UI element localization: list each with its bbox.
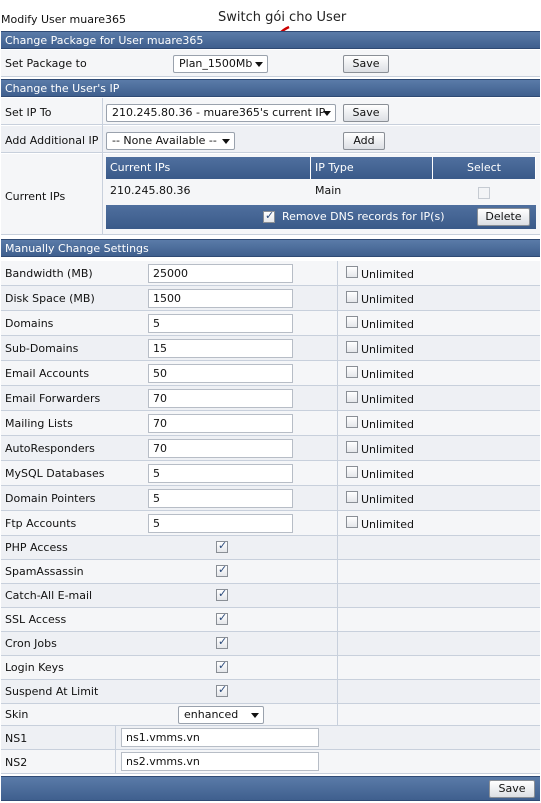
suspend-at-limit-label: Suspend At Limit	[5, 685, 99, 698]
ftp-accounts-unlimited-label: Unlimited	[361, 518, 414, 531]
ns2-row	[1, 750, 540, 774]
email-forwarders-label: Email Forwarders	[5, 392, 101, 405]
email-accounts-label: Email Accounts	[5, 367, 90, 380]
ssl-access-row	[1, 608, 540, 632]
skin-select[interactable]	[178, 706, 264, 724]
ssl-access-label: SSL Access	[5, 613, 67, 626]
ip-table-footer	[106, 205, 536, 229]
domains-label: Domains	[5, 317, 54, 330]
disk-space-unlimited-checkbox[interactable]	[346, 291, 358, 303]
ns1-label: NS1	[5, 732, 28, 745]
domain-pointers-unlimited-label: Unlimited	[361, 493, 414, 506]
autoresponders-unlimited-checkbox[interactable]	[346, 441, 358, 453]
domains-field[interactable]: 5	[148, 314, 293, 333]
cron-jobs-row	[1, 632, 540, 656]
annotation-text: Switch gói cho User	[218, 10, 347, 25]
column-divider	[102, 98, 103, 235]
ip-section-header: Change the User's IP	[1, 79, 540, 97]
disk-space-row	[1, 286, 540, 311]
spamassassin-checkbox[interactable]	[216, 565, 228, 577]
email-accounts-field[interactable]: 50	[148, 364, 293, 383]
ftp-accounts-label: Ftp Accounts	[5, 517, 77, 530]
package-select[interactable]	[173, 55, 268, 73]
ip-type-cell: Main	[315, 184, 342, 197]
ip-select-value: 210.245.80.36 - muare365's current IP	[112, 106, 326, 119]
bandwidth-unlimited-label: Unlimited	[361, 268, 414, 281]
package-section-header: Change Package for User muare365	[1, 31, 540, 49]
column-divider	[337, 261, 338, 726]
spamassassin-label: SpamAssassin	[5, 565, 84, 578]
mailing-lists-label: Mailing Lists	[5, 417, 73, 430]
domain-pointers-row	[1, 486, 540, 511]
bandwidth-row	[1, 261, 540, 286]
spamassassin-row	[1, 560, 540, 584]
ns2-field[interactable]: ns2.vmms.vn	[121, 752, 319, 771]
set-package-label: Set Package to	[5, 57, 87, 70]
skin-label: Skin	[5, 708, 29, 721]
mysql-databases-unlimited-checkbox[interactable]	[346, 466, 358, 478]
autoresponders-field[interactable]: 70	[148, 439, 293, 458]
mailing-lists-unlimited-label: Unlimited	[361, 418, 414, 431]
autoresponders-unlimited-label: Unlimited	[361, 443, 414, 456]
package-row	[1, 50, 540, 77]
ip-select[interactable]	[106, 104, 336, 122]
domains-row	[1, 311, 540, 336]
subdomains-unlimited-checkbox[interactable]	[346, 341, 358, 353]
page-title: Modify User muare365	[1, 13, 126, 26]
domain-pointers-unlimited-checkbox[interactable]	[346, 491, 358, 503]
ftp-accounts-field[interactable]: 5	[148, 514, 293, 533]
mysql-databases-field[interactable]: 5	[148, 464, 293, 483]
add-ip-select[interactable]	[106, 132, 235, 150]
email-forwarders-field[interactable]: 70	[148, 389, 293, 408]
add-ip-row	[1, 126, 540, 153]
mailing-lists-field[interactable]: 70	[148, 414, 293, 433]
catch-all-checkbox[interactable]	[216, 589, 228, 601]
ip-select-checkbox[interactable]	[478, 187, 490, 199]
subdomains-row	[1, 336, 540, 361]
subdomains-unlimited-label: Unlimited	[361, 343, 414, 356]
email-forwarders-unlimited-checkbox[interactable]	[346, 391, 358, 403]
suspend-at-limit-checkbox[interactable]	[216, 685, 228, 697]
bandwidth-field[interactable]: 25000	[148, 264, 293, 283]
chevron-down-icon	[255, 62, 263, 67]
package-save-button[interactable]: Save	[343, 55, 389, 73]
suspend-at-limit-row	[1, 680, 540, 704]
ip-save-button[interactable]: Save	[343, 104, 389, 122]
ip-cell: 210.245.80.36	[110, 184, 191, 197]
chevron-down-icon	[251, 713, 259, 718]
disk-space-unlimited-label: Unlimited	[361, 293, 414, 306]
column-divider	[115, 726, 116, 774]
mysql-databases-unlimited-label: Unlimited	[361, 468, 414, 481]
login-keys-checkbox[interactable]	[216, 661, 228, 673]
add-ip-select-value: -- None Available --	[112, 134, 217, 147]
subdomains-label: Sub-Domains	[5, 342, 79, 355]
autoresponders-row	[1, 436, 540, 461]
catch-all-row	[1, 584, 540, 608]
add-ip-label: Add Additional IP	[5, 134, 99, 147]
mysql-databases-row	[1, 461, 540, 486]
ftp-accounts-unlimited-checkbox[interactable]	[346, 516, 358, 528]
chevron-down-icon	[323, 111, 331, 116]
disk-space-field[interactable]: 1500	[148, 289, 293, 308]
form-footer	[1, 776, 540, 801]
domains-unlimited-label: Unlimited	[361, 318, 414, 331]
php-access-label: PHP Access	[5, 541, 68, 554]
mysql-databases-label: MySQL Databases	[5, 467, 105, 480]
disk-space-label: Disk Space (MB)	[5, 292, 95, 305]
catch-all-label: Catch-All E-mail	[5, 589, 93, 602]
autoresponders-label: AutoResponders	[5, 442, 95, 455]
cron-jobs-checkbox[interactable]	[216, 637, 228, 649]
bandwidth-unlimited-checkbox[interactable]	[346, 266, 358, 278]
manual-save-button[interactable]: Save	[489, 780, 535, 798]
email-accounts-unlimited-label: Unlimited	[361, 368, 414, 381]
skin-select-value: enhanced	[184, 708, 239, 721]
ns2-label: NS2	[5, 756, 28, 769]
ip-type-column-header: IP Type	[311, 157, 433, 179]
php-access-checkbox[interactable]	[216, 541, 228, 553]
mailing-lists-unlimited-checkbox[interactable]	[346, 416, 358, 428]
login-keys-label: Login Keys	[5, 661, 64, 674]
ip-column-header: Current IPs	[106, 157, 311, 179]
skin-row	[1, 704, 540, 726]
domains-unlimited-checkbox[interactable]	[346, 316, 358, 328]
mailing-lists-row	[1, 411, 540, 436]
ns1-field[interactable]: ns1.vmms.vn	[121, 728, 319, 747]
delete-ip-button[interactable]: Delete	[477, 208, 530, 226]
current-ips-label: Current IPs	[5, 190, 66, 203]
ssl-access-checkbox[interactable]	[216, 613, 228, 625]
chevron-down-icon	[222, 139, 230, 144]
ftp-accounts-row	[1, 511, 540, 536]
remove-dns-checkbox[interactable]	[263, 211, 275, 223]
set-ip-row	[1, 98, 540, 125]
select-column-header: Select	[433, 157, 536, 179]
email-accounts-row	[1, 361, 540, 386]
add-ip-button[interactable]: Add	[343, 132, 385, 150]
php-access-row	[1, 536, 540, 560]
email-forwarders-row	[1, 386, 540, 411]
bandwidth-label: Bandwidth (MB)	[5, 267, 93, 280]
package-select-value: Plan_1500Mb	[179, 57, 253, 70]
ns1-row	[1, 726, 540, 750]
email-forwarders-unlimited-label: Unlimited	[361, 393, 414, 406]
email-accounts-unlimited-checkbox[interactable]	[346, 366, 358, 378]
subdomains-field[interactable]: 15	[148, 339, 293, 358]
set-ip-label: Set IP To	[5, 106, 52, 119]
domain-pointers-field[interactable]: 5	[148, 489, 293, 508]
cron-jobs-label: Cron Jobs	[5, 637, 57, 650]
login-keys-row	[1, 656, 540, 680]
manual-section-header: Manually Change Settings	[1, 239, 540, 257]
domain-pointers-label: Domain Pointers	[5, 492, 96, 505]
remove-dns-label: Remove DNS records for IP(s)	[282, 210, 445, 223]
